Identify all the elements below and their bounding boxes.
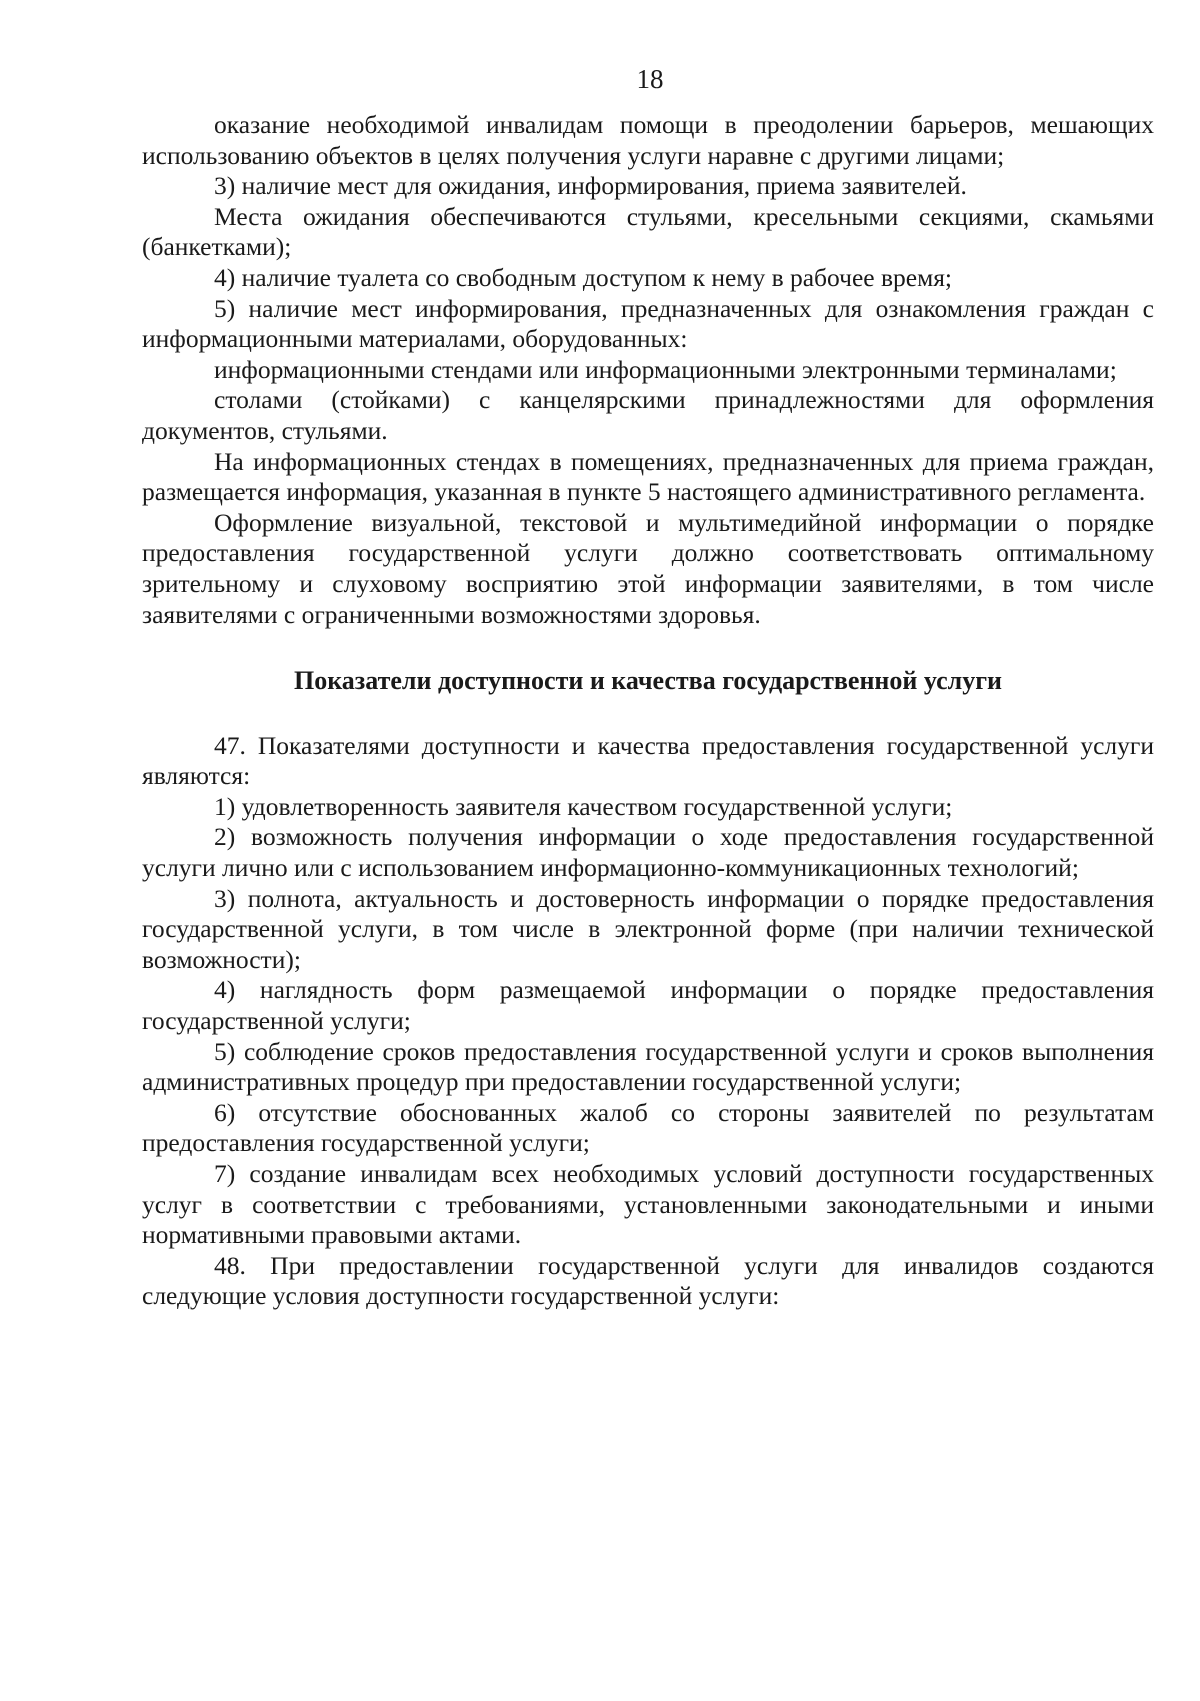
document-body	[142, 110, 1154, 1312]
list-item: 5) соблюдение сроков предоставления государственной услуги и сроков выполнения административных процедур при предоставлении государственной услуги;	[142, 1036, 1154, 1097]
paragraph: столами (стойками) с канцелярскими принадлежностями для оформления документов, стульями.	[142, 385, 1154, 445]
list-item: 7) создание инвалидам всех необходимых условий доступности государственных услуг в соответствии с требованиями, установленными законодательными и иными нормативными правовыми актами.	[142, 1159, 1154, 1250]
page-number: 18	[636, 64, 664, 94]
list-item: 1) удовлетворенность заявителя качеством государственной услуги;	[214, 791, 953, 821]
paragraph: Оформление визуальной, текстовой и мультимедийной информации о порядке предоставления государственной услуги должно соответствовать оптимальному зрительному и слуховому восприятию этой информации заявителями, в том числе заявителями с ограниченными возможностями здоровья.	[142, 507, 1154, 629]
paragraph: 48. При предоставлении государственной услуги для инвалидов создаются следующие условия доступности государственной услуги:	[142, 1250, 1154, 1311]
paragraph: 3) наличие мест для ожидания, информирования, приема заявителей.	[214, 171, 967, 201]
paragraph: На информационных стендах в помещениях, предназначенных для приема граждан, размещается информация, указанная в пункте 5 настоящего административного регламента.	[142, 446, 1154, 507]
list-item: 4) наглядность форм размещаемой информации о порядке предоставления государственной услуги;	[142, 975, 1154, 1036]
paragraph: 47. Показателями доступности и качества предоставления государственной услуги являются:	[142, 730, 1154, 791]
list-item: 3) полнота, актуальность и достоверность информации о порядке предоставления государственной услуги, в том числе в электронной форме (при наличии технической возможности);	[142, 883, 1154, 974]
list-item: 2) возможность получения информации о ходе предоставления государственной услуги лично или с использованием информационно-коммуникационных технологий;	[142, 822, 1154, 883]
section-heading: Показатели доступности и качества государственной услуги	[293, 666, 1003, 696]
paragraph: 5) наличие мест информирования, предназначенных для ознакомления граждан с информационными материалами, оборудованных:	[142, 293, 1154, 354]
list-item: 6) отсутствие обоснованных жалоб со стороны заявителей по результатам предоставления государственной услуги;	[142, 1097, 1154, 1158]
paragraph: оказание необходимой инвалидам помощи в преодолении барьеров, мешающих использованию объектов в целях получения услуги наравне с другими лицами;	[142, 110, 1154, 170]
paragraph: 4) наличие туалета со свободным доступом к нему в рабочее время;	[214, 262, 953, 292]
paragraph: информационными стендами или информационными электронными терминалами;	[214, 354, 1117, 384]
paragraph: Места ожидания обеспечиваются стульями, кресельными секциями, скамьями (банкетками);	[142, 201, 1154, 262]
